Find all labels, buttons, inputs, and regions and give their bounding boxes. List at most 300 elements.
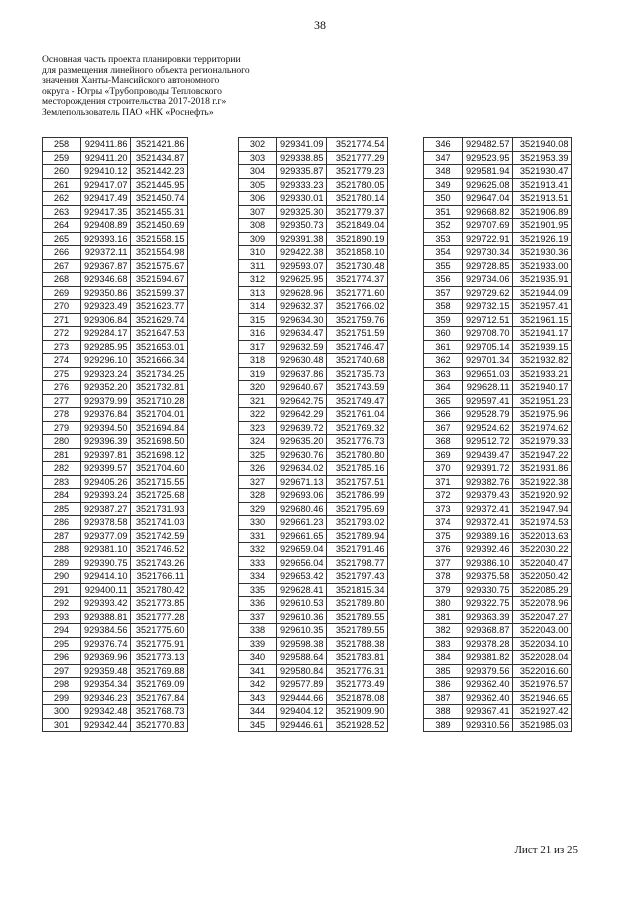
table-row — [424, 516, 572, 530]
point-number-cell: 299 — [43, 691, 81, 705]
y-coordinate-cell: 3522050.42 — [513, 570, 572, 584]
point-number-cell: 305 — [239, 178, 277, 192]
x-coordinate-cell: 929330.01 — [277, 192, 327, 206]
point-number-cell: 330 — [239, 516, 277, 530]
table-row — [239, 408, 388, 422]
point-number-cell: 302 — [239, 138, 277, 152]
point-number-cell: 272 — [43, 327, 81, 341]
x-coordinate-cell: 929577.89 — [277, 678, 327, 692]
point-number-cell: 346 — [424, 138, 463, 152]
point-number-cell: 368 — [424, 435, 463, 449]
x-coordinate-cell: 929668.82 — [463, 205, 513, 219]
point-number-cell: 336 — [239, 597, 277, 611]
point-number-cell: 273 — [43, 340, 81, 354]
point-number-cell: 323 — [239, 421, 277, 435]
table-row — [239, 354, 388, 368]
x-coordinate-cell: 929350.73 — [277, 219, 327, 233]
x-coordinate-cell: 929656.04 — [277, 556, 327, 570]
table-row — [424, 408, 572, 422]
y-coordinate-cell: 3521976.57 — [513, 678, 572, 692]
table-row — [424, 502, 572, 516]
y-coordinate-cell: 3522043.00 — [513, 624, 572, 638]
point-number-cell: 287 — [43, 529, 81, 543]
table-row — [424, 543, 572, 557]
point-number-cell: 271 — [43, 313, 81, 327]
table-row — [239, 192, 388, 206]
table-row — [43, 300, 188, 314]
table-row — [43, 259, 188, 273]
x-coordinate-cell: 929482.57 — [463, 138, 513, 152]
y-coordinate-cell: 3521951.23 — [513, 394, 572, 408]
x-coordinate-cell: 929628.11 — [463, 381, 513, 395]
x-coordinate-cell: 929632.37 — [277, 300, 327, 314]
table-row — [43, 448, 188, 462]
table-row — [239, 678, 388, 692]
table-row — [239, 138, 388, 152]
table-row — [424, 192, 572, 206]
table-row — [239, 583, 388, 597]
table-row — [43, 138, 188, 152]
point-number-cell: 300 — [43, 705, 81, 719]
point-number-cell: 309 — [239, 232, 277, 246]
point-number-cell: 344 — [239, 705, 277, 719]
y-coordinate-cell: 3521961.15 — [513, 313, 572, 327]
x-coordinate-cell: 929379.43 — [463, 489, 513, 503]
y-coordinate-cell: 3521798.77 — [327, 556, 388, 570]
x-coordinate-cell: 929653.42 — [277, 570, 327, 584]
x-coordinate-cell: 929661.23 — [277, 516, 327, 530]
x-coordinate-cell: 929693.06 — [277, 489, 327, 503]
y-coordinate-cell: 3522085.29 — [513, 583, 572, 597]
point-number-cell: 373 — [424, 502, 463, 516]
x-coordinate-cell: 929393.24 — [81, 489, 131, 503]
y-coordinate-cell: 3521767.84 — [131, 691, 188, 705]
table-row — [43, 286, 188, 300]
y-coordinate-cell: 3521789.55 — [327, 610, 388, 624]
y-coordinate-cell: 3521947.22 — [513, 448, 572, 462]
x-coordinate-cell: 929411.20 — [81, 151, 131, 165]
x-coordinate-cell: 929382.76 — [463, 475, 513, 489]
table-row — [424, 489, 572, 503]
x-coordinate-cell: 929376.84 — [81, 408, 131, 422]
x-coordinate-cell: 929323.24 — [81, 367, 131, 381]
point-number-cell: 376 — [424, 543, 463, 557]
point-number-cell: 297 — [43, 664, 81, 678]
point-number-cell: 288 — [43, 543, 81, 557]
y-coordinate-cell: 3521922.38 — [513, 475, 572, 489]
y-coordinate-cell: 3521933.21 — [513, 367, 572, 381]
point-number-cell: 352 — [424, 219, 463, 233]
header-line: месторождения строительства 2017-2018 г.г» — [42, 96, 227, 108]
point-number-cell: 283 — [43, 475, 81, 489]
table-row — [424, 691, 572, 705]
table-row — [424, 381, 572, 395]
point-number-cell: 326 — [239, 462, 277, 476]
table-row — [239, 570, 388, 584]
x-coordinate-cell: 929367.41 — [463, 705, 513, 719]
point-number-cell: 340 — [239, 651, 277, 665]
table-row — [43, 529, 188, 543]
point-number-cell: 360 — [424, 327, 463, 341]
y-coordinate-cell: 3521653.01 — [131, 340, 188, 354]
x-coordinate-cell: 929659.04 — [277, 543, 327, 557]
x-coordinate-cell: 929378.28 — [463, 637, 513, 651]
y-coordinate-cell: 3521927.42 — [513, 705, 572, 719]
x-coordinate-cell: 929384.56 — [81, 624, 131, 638]
x-coordinate-cell: 929439.47 — [463, 448, 513, 462]
point-number-cell: 350 — [424, 192, 463, 206]
y-coordinate-cell: 3521421.86 — [131, 138, 188, 152]
table-row — [43, 340, 188, 354]
x-coordinate-cell: 929444.66 — [277, 691, 327, 705]
table-row — [43, 705, 188, 719]
x-coordinate-cell: 929630.76 — [277, 448, 327, 462]
table-row — [43, 232, 188, 246]
table-row — [424, 462, 572, 476]
y-coordinate-cell: 3521774.54 — [327, 138, 388, 152]
table-row — [43, 664, 188, 678]
point-number-cell: 353 — [424, 232, 463, 246]
table-row — [43, 435, 188, 449]
table-row — [239, 691, 388, 705]
table-row — [424, 718, 572, 732]
y-coordinate-cell: 3522028.04 — [513, 651, 572, 665]
y-coordinate-cell: 3522040.47 — [513, 556, 572, 570]
point-number-cell: 381 — [424, 610, 463, 624]
x-coordinate-cell: 929376.74 — [81, 637, 131, 651]
point-number-cell: 319 — [239, 367, 277, 381]
y-coordinate-cell: 3521906.89 — [513, 205, 572, 219]
table-row — [424, 651, 572, 665]
x-coordinate-cell: 929523.95 — [463, 151, 513, 165]
point-number-cell: 284 — [43, 489, 81, 503]
table-row — [239, 165, 388, 179]
table-row — [239, 502, 388, 516]
table-row — [239, 543, 388, 557]
point-number-cell: 260 — [43, 165, 81, 179]
y-coordinate-cell: 3521795.69 — [327, 502, 388, 516]
x-coordinate-cell: 929375.58 — [463, 570, 513, 584]
x-coordinate-cell: 929325.30 — [277, 205, 327, 219]
x-coordinate-cell: 929446.61 — [277, 718, 327, 732]
x-coordinate-cell: 929404.12 — [277, 705, 327, 719]
y-coordinate-cell: 3521623.77 — [131, 300, 188, 314]
header-line: для размещения линейного объекта регионального — [42, 64, 250, 76]
point-number-cell: 331 — [239, 529, 277, 543]
point-number-cell: 387 — [424, 691, 463, 705]
table-row — [424, 300, 572, 314]
x-coordinate-cell: 929722.91 — [463, 232, 513, 246]
point-number-cell: 281 — [43, 448, 81, 462]
point-number-cell: 375 — [424, 529, 463, 543]
table-row — [424, 205, 572, 219]
point-number-cell: 294 — [43, 624, 81, 638]
y-coordinate-cell: 3521775.60 — [131, 624, 188, 638]
table-row — [43, 637, 188, 651]
point-number-cell: 335 — [239, 583, 277, 597]
x-coordinate-cell: 929378.58 — [81, 516, 131, 530]
x-coordinate-cell: 929625.95 — [277, 273, 327, 287]
table-row — [424, 597, 572, 611]
x-coordinate-cell: 929381.82 — [463, 651, 513, 665]
y-coordinate-cell: 3521735.73 — [327, 367, 388, 381]
y-coordinate-cell: 3521797.43 — [327, 570, 388, 584]
point-number-cell: 295 — [43, 637, 81, 651]
table-row — [239, 421, 388, 435]
y-coordinate-cell: 3521941.17 — [513, 327, 572, 341]
table-row — [239, 637, 388, 651]
y-coordinate-cell: 3522078.96 — [513, 597, 572, 611]
x-coordinate-cell: 929346.23 — [81, 691, 131, 705]
x-coordinate-cell: 929417.49 — [81, 192, 131, 206]
point-number-cell: 345 — [239, 718, 277, 732]
table-row — [43, 246, 188, 260]
table-row — [239, 300, 388, 314]
point-number-cell: 259 — [43, 151, 81, 165]
x-coordinate-cell: 929661.65 — [277, 529, 327, 543]
x-coordinate-cell: 929335.87 — [277, 165, 327, 179]
table-row — [43, 543, 188, 557]
y-coordinate-cell: 3521769.88 — [131, 664, 188, 678]
point-number-cell: 308 — [239, 219, 277, 233]
x-coordinate-cell: 929350.86 — [81, 286, 131, 300]
table-row — [239, 651, 388, 665]
y-coordinate-cell: 3521575.67 — [131, 259, 188, 273]
x-coordinate-cell: 929387.27 — [81, 502, 131, 516]
x-coordinate-cell: 929628.41 — [277, 583, 327, 597]
x-coordinate-cell: 929640.67 — [277, 381, 327, 395]
table-row — [239, 219, 388, 233]
x-coordinate-cell: 929728.85 — [463, 259, 513, 273]
table-row — [424, 273, 572, 287]
point-number-cell: 285 — [43, 502, 81, 516]
x-coordinate-cell: 929400.11 — [81, 583, 131, 597]
table-row — [239, 448, 388, 462]
point-number-cell: 347 — [424, 151, 463, 165]
table-row — [424, 151, 572, 165]
table-row — [239, 597, 388, 611]
y-coordinate-cell: 3521776.31 — [327, 664, 388, 678]
y-coordinate-cell: 3521746.52 — [131, 543, 188, 557]
table-row — [239, 489, 388, 503]
point-number-cell: 313 — [239, 286, 277, 300]
point-number-cell: 258 — [43, 138, 81, 152]
table-row — [239, 178, 388, 192]
x-coordinate-cell: 929386.10 — [463, 556, 513, 570]
document-header — [42, 55, 302, 119]
y-coordinate-cell: 3521743.59 — [327, 381, 388, 395]
x-coordinate-cell: 929379.56 — [463, 664, 513, 678]
point-number-cell: 266 — [43, 246, 81, 260]
x-coordinate-cell: 929597.41 — [463, 394, 513, 408]
table-row — [43, 691, 188, 705]
table-row — [43, 421, 188, 435]
y-coordinate-cell: 3521725.68 — [131, 489, 188, 503]
x-coordinate-cell: 929628.96 — [277, 286, 327, 300]
table-row — [424, 664, 572, 678]
x-coordinate-cell: 929637.86 — [277, 367, 327, 381]
x-coordinate-cell: 929598.38 — [277, 637, 327, 651]
table-row — [424, 705, 572, 719]
table-row — [239, 327, 388, 341]
y-coordinate-cell: 3522013.63 — [513, 529, 572, 543]
coordinate-table-2 — [238, 137, 388, 732]
y-coordinate-cell: 3521769.09 — [131, 678, 188, 692]
point-number-cell: 268 — [43, 273, 81, 287]
x-coordinate-cell: 929707.69 — [463, 219, 513, 233]
table-row — [424, 448, 572, 462]
point-number-cell: 315 — [239, 313, 277, 327]
x-coordinate-cell: 929330.75 — [463, 583, 513, 597]
y-coordinate-cell: 3521740.68 — [327, 354, 388, 368]
x-coordinate-cell: 929399.57 — [81, 462, 131, 476]
x-coordinate-cell: 929372.41 — [463, 516, 513, 530]
point-number-cell: 359 — [424, 313, 463, 327]
x-coordinate-cell: 929580.84 — [277, 664, 327, 678]
y-coordinate-cell: 3522030.22 — [513, 543, 572, 557]
x-coordinate-cell: 929734.06 — [463, 273, 513, 287]
header-line: Землепользователь ПАО «НК «Роснефть» — [42, 106, 214, 118]
y-coordinate-cell: 3521930.36 — [513, 246, 572, 260]
x-coordinate-cell: 929417.07 — [81, 178, 131, 192]
x-coordinate-cell: 929285.95 — [81, 340, 131, 354]
x-coordinate-cell: 929635.20 — [277, 435, 327, 449]
x-coordinate-cell: 929354.34 — [81, 678, 131, 692]
point-number-cell: 332 — [239, 543, 277, 557]
x-coordinate-cell: 929352.20 — [81, 381, 131, 395]
y-coordinate-cell: 3521751.59 — [327, 327, 388, 341]
y-coordinate-cell: 3521771.60 — [327, 286, 388, 300]
x-coordinate-cell: 929372.11 — [81, 246, 131, 260]
x-coordinate-cell: 929310.56 — [463, 718, 513, 732]
y-coordinate-cell: 3521779.37 — [327, 205, 388, 219]
table-row — [424, 327, 572, 341]
point-number-cell: 298 — [43, 678, 81, 692]
x-coordinate-cell: 929381.10 — [81, 543, 131, 557]
table-row — [424, 556, 572, 570]
y-coordinate-cell: 3521710.28 — [131, 394, 188, 408]
y-coordinate-cell: 3521815.34 — [327, 583, 388, 597]
y-coordinate-cell: 3521768.73 — [131, 705, 188, 719]
table-row — [43, 651, 188, 665]
y-coordinate-cell: 3521788.38 — [327, 637, 388, 651]
table-row — [424, 637, 572, 651]
x-coordinate-cell: 929392.46 — [463, 543, 513, 557]
point-number-cell: 333 — [239, 556, 277, 570]
y-coordinate-cell: 3521939.15 — [513, 340, 572, 354]
x-coordinate-cell: 929634.02 — [277, 462, 327, 476]
table-row — [424, 624, 572, 638]
y-coordinate-cell: 3521933.00 — [513, 259, 572, 273]
table-row — [424, 570, 572, 584]
point-number-cell: 384 — [424, 651, 463, 665]
y-coordinate-cell: 3521773.85 — [131, 597, 188, 611]
y-coordinate-cell: 3521629.74 — [131, 313, 188, 327]
table-row — [424, 394, 572, 408]
table-row — [239, 259, 388, 273]
y-coordinate-cell: 3521773.49 — [327, 678, 388, 692]
y-coordinate-cell: 3521789.55 — [327, 624, 388, 638]
table-row — [424, 340, 572, 354]
table-row — [424, 232, 572, 246]
table-row — [424, 421, 572, 435]
table-row — [43, 516, 188, 530]
table-row — [43, 475, 188, 489]
point-number-cell: 291 — [43, 583, 81, 597]
x-coordinate-cell: 929396.39 — [81, 435, 131, 449]
table-row — [239, 205, 388, 219]
y-coordinate-cell: 3521957.41 — [513, 300, 572, 314]
table-row — [424, 354, 572, 368]
point-number-cell: 306 — [239, 192, 277, 206]
y-coordinate-cell: 3521930.47 — [513, 165, 572, 179]
y-coordinate-cell: 3521743.26 — [131, 556, 188, 570]
point-number-cell: 348 — [424, 165, 463, 179]
point-number-cell: 282 — [43, 462, 81, 476]
point-number-cell: 386 — [424, 678, 463, 692]
point-number-cell: 385 — [424, 664, 463, 678]
table-row — [424, 610, 572, 624]
y-coordinate-cell: 3521913.51 — [513, 192, 572, 206]
x-coordinate-cell: 929369.96 — [81, 651, 131, 665]
point-number-cell: 329 — [239, 502, 277, 516]
table-row — [43, 462, 188, 476]
y-coordinate-cell: 3521789.80 — [327, 597, 388, 611]
point-number-cell: 355 — [424, 259, 463, 273]
table-row — [43, 354, 188, 368]
y-coordinate-cell: 3521926.19 — [513, 232, 572, 246]
y-coordinate-cell: 3521757.51 — [327, 475, 388, 489]
table-row — [43, 381, 188, 395]
table-row — [424, 219, 572, 233]
x-coordinate-cell: 929338.85 — [277, 151, 327, 165]
table-row — [239, 718, 388, 732]
table-row — [424, 286, 572, 300]
point-number-cell: 267 — [43, 259, 81, 273]
table-row — [43, 151, 188, 165]
point-number-cell: 322 — [239, 408, 277, 422]
page-number: 38 — [314, 18, 326, 32]
x-coordinate-cell: 929647.04 — [463, 192, 513, 206]
point-number-cell: 371 — [424, 475, 463, 489]
x-coordinate-cell: 929422.38 — [277, 246, 327, 260]
x-coordinate-cell: 929372.41 — [463, 502, 513, 516]
y-coordinate-cell: 3521940.08 — [513, 138, 572, 152]
point-number-cell: 357 — [424, 286, 463, 300]
point-number-cell: 380 — [424, 597, 463, 611]
point-number-cell: 328 — [239, 489, 277, 503]
y-coordinate-cell: 3521779.23 — [327, 165, 388, 179]
x-coordinate-cell: 929391.72 — [463, 462, 513, 476]
x-coordinate-cell: 929610.53 — [277, 597, 327, 611]
point-number-cell: 377 — [424, 556, 463, 570]
point-number-cell: 303 — [239, 151, 277, 165]
point-number-cell: 378 — [424, 570, 463, 584]
point-number-cell: 374 — [424, 516, 463, 530]
table-row — [239, 529, 388, 543]
x-coordinate-cell: 929362.40 — [463, 678, 513, 692]
point-number-cell: 317 — [239, 340, 277, 354]
y-coordinate-cell: 3521979.33 — [513, 435, 572, 449]
x-coordinate-cell: 929630.48 — [277, 354, 327, 368]
point-number-cell: 310 — [239, 246, 277, 260]
table-row — [239, 556, 388, 570]
point-number-cell: 286 — [43, 516, 81, 530]
point-number-cell: 337 — [239, 610, 277, 624]
table-row — [424, 529, 572, 543]
point-number-cell: 339 — [239, 637, 277, 651]
y-coordinate-cell: 3521773.13 — [131, 651, 188, 665]
